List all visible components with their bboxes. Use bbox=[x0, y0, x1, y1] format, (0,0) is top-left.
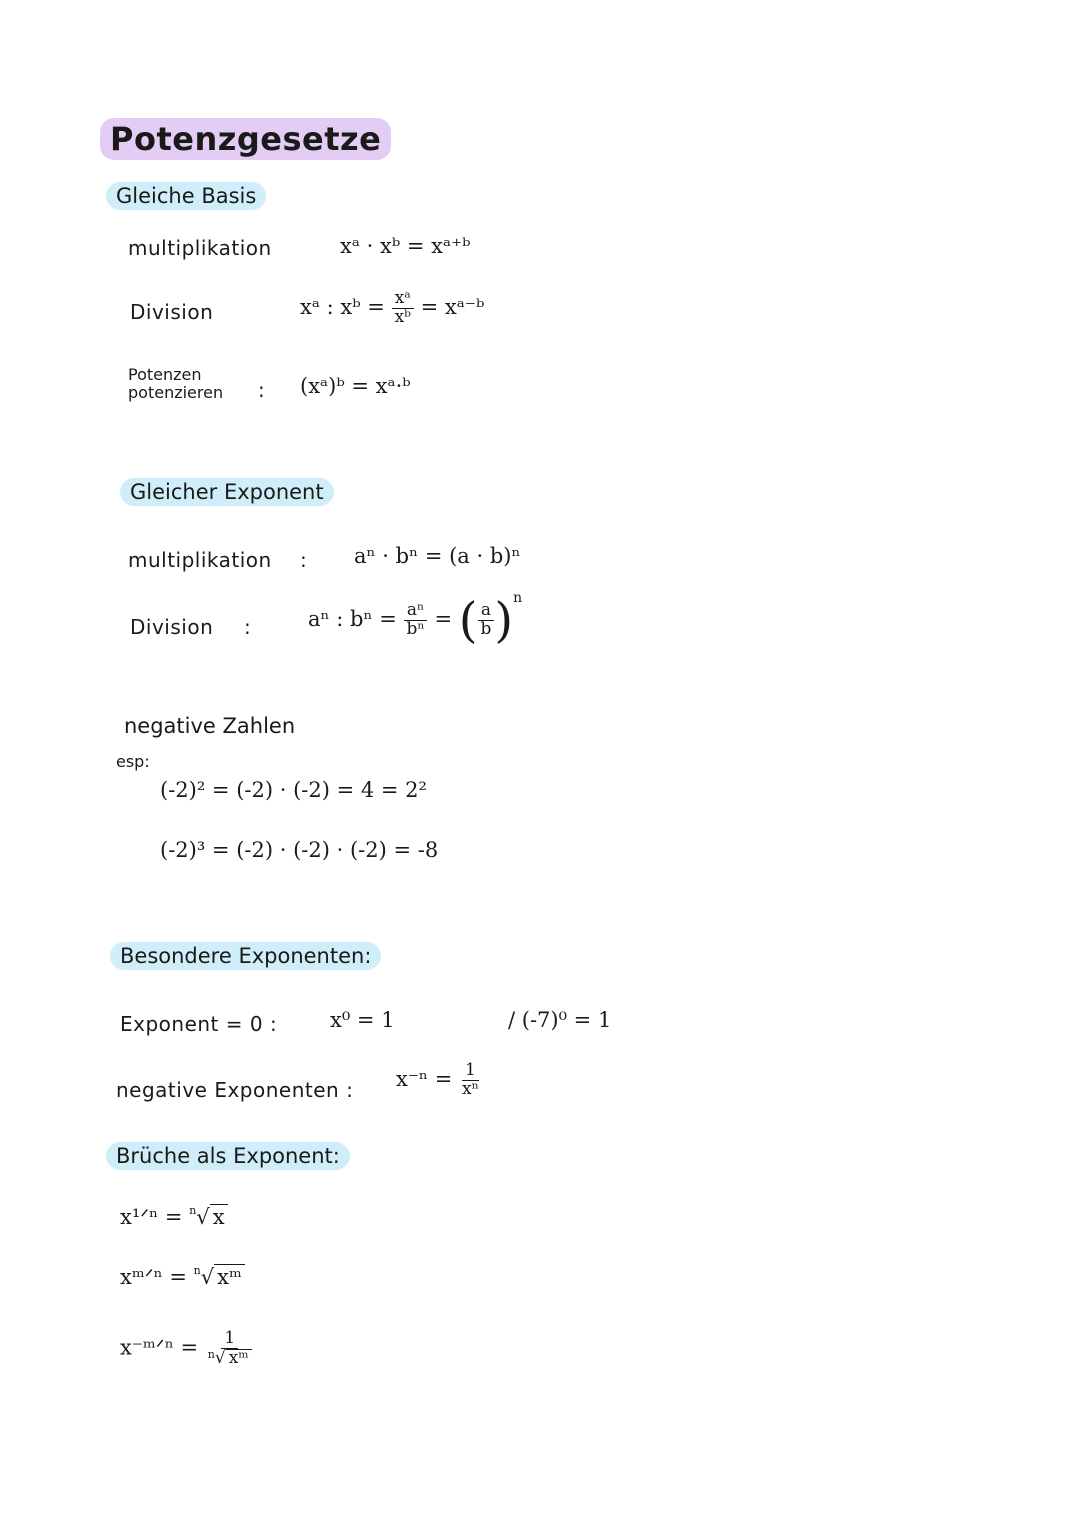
lhs: x⁻ᵐᐟⁿ = bbox=[120, 1335, 199, 1360]
section-gleiche-basis: Gleiche Basis bbox=[106, 182, 266, 210]
fraction-denominator: b bbox=[480, 619, 492, 639]
formula-negative-exponenten bbox=[396, 1062, 482, 1099]
fraction-numerator: xᵃ bbox=[392, 290, 414, 309]
fraction-1-root bbox=[205, 1330, 255, 1368]
fraction-numerator: a bbox=[478, 602, 494, 621]
brueche-line-1: x¹ᐟⁿ = $^n$√ x bbox=[120, 1204, 228, 1229]
division-exp-lhs: aⁿ : bⁿ = bbox=[308, 607, 397, 631]
formula-multiplikation-basis: xᵃ · xᵇ = xᵃ⁺ᵇ bbox=[340, 234, 471, 258]
fraction-1-xn bbox=[459, 1062, 482, 1099]
fraction-a-b bbox=[478, 602, 495, 639]
paren-left: ( bbox=[458, 592, 478, 649]
label-potenzen-potenzieren bbox=[128, 366, 223, 402]
fraction-numerator: 1 bbox=[462, 1062, 479, 1081]
formula-multiplikation-exponent: aⁿ · bⁿ = (a · b)ⁿ bbox=[354, 544, 521, 568]
page-title: Potenzgesetze bbox=[100, 118, 391, 160]
root-index: n bbox=[193, 1264, 201, 1277]
root-index: n bbox=[189, 1204, 197, 1217]
fraction-numerator: aⁿ bbox=[404, 602, 428, 621]
label-division-exponent: Division bbox=[130, 615, 214, 639]
label-multiplikation-exponent: multiplikation bbox=[128, 548, 272, 572]
paren-right: ) bbox=[494, 592, 514, 649]
division-lhs: xᵃ : xᵇ = bbox=[300, 294, 385, 319]
formula-exponent-null: x⁰ = 1 bbox=[330, 1008, 395, 1032]
section-brueche-exponent: Brüche als Exponent: bbox=[106, 1142, 350, 1170]
division-fraction bbox=[392, 290, 414, 327]
example-line-1: (-2)² = (-2) · (-2) = 4 = 2² bbox=[160, 778, 427, 802]
formula-division-exponent bbox=[308, 590, 523, 649]
label-negative-exponenten: negative Exponenten : bbox=[116, 1078, 354, 1102]
lhs: xᵐᐟⁿ = bbox=[120, 1265, 187, 1289]
section-negative-zahlen: negative Zahlen bbox=[124, 714, 296, 738]
radicand: xᵐ bbox=[214, 1264, 245, 1289]
label-line-2: potenzieren bbox=[128, 383, 224, 402]
colon: : bbox=[300, 548, 308, 572]
fraction-an-bn bbox=[404, 602, 428, 639]
radicand: xᵐ bbox=[226, 1349, 252, 1368]
colon: : bbox=[244, 615, 252, 639]
division-rhs: = xᵃ⁻ᵇ bbox=[420, 294, 485, 319]
label-line-1: Potenzen bbox=[128, 365, 202, 384]
formula-division-basis bbox=[300, 290, 484, 327]
brueche-line-2: xᵐᐟⁿ = $^n$√ xᵐ bbox=[120, 1264, 245, 1289]
equals: = bbox=[434, 607, 453, 631]
section-gleicher-exponent: Gleicher Exponent bbox=[120, 478, 334, 506]
fraction-denominator: xᵇ bbox=[394, 306, 411, 327]
exponent-n: n bbox=[513, 590, 523, 606]
label-multiplikation-basis: multiplikation bbox=[128, 236, 272, 260]
neg-exp-lhs: x⁻ⁿ = bbox=[396, 1066, 453, 1091]
label-exponent-null: Exponent = 0 : bbox=[120, 1012, 278, 1036]
fraction-denominator: xⁿ bbox=[461, 1078, 479, 1099]
fraction-denominator: $^n$√ xᵐ bbox=[205, 1349, 255, 1368]
example-label: esp: bbox=[116, 752, 150, 771]
aside-exponent-null: / (-7)⁰ = 1 bbox=[508, 1008, 612, 1032]
fraction-numerator: 1 bbox=[221, 1330, 238, 1349]
lhs: x¹ᐟⁿ = bbox=[120, 1205, 183, 1229]
formula-potenzieren: (xᵃ)ᵇ = xᵃ·ᵇ bbox=[300, 374, 411, 398]
section-besondere-exponenten: Besondere Exponenten: bbox=[110, 942, 381, 970]
radicand: x bbox=[210, 1204, 228, 1229]
root-index: n bbox=[207, 1347, 215, 1361]
label-division-basis: Division bbox=[130, 300, 214, 324]
brueche-line-3 bbox=[120, 1330, 255, 1368]
colon: : bbox=[258, 378, 266, 402]
example-line-2: (-2)³ = (-2) · (-2) · (-2) = -8 bbox=[160, 838, 439, 862]
fraction-denominator: bⁿ bbox=[406, 619, 425, 639]
